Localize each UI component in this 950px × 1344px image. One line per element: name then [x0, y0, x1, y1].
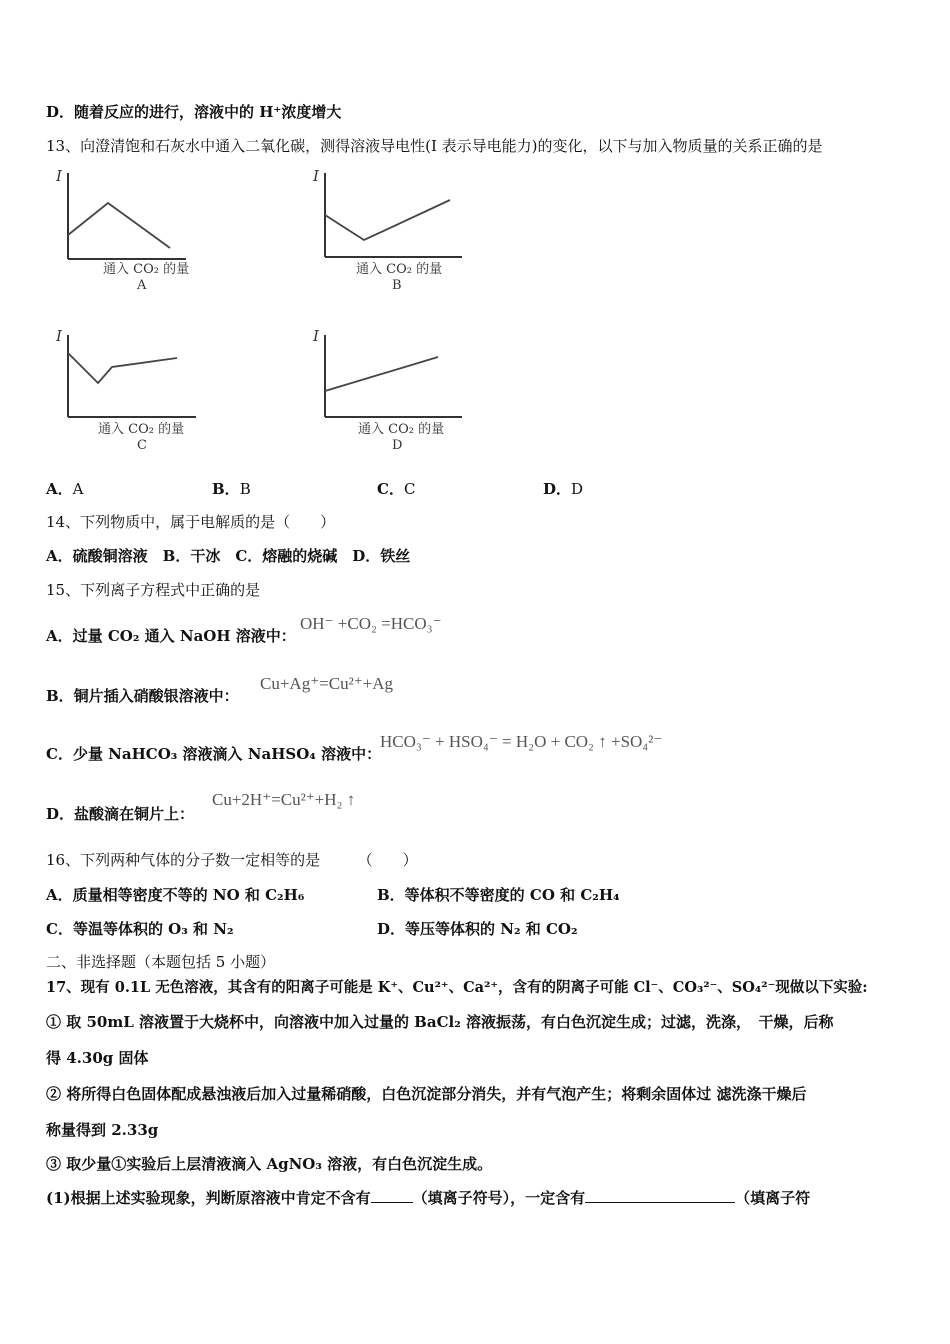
graph-d-x-label: 通入 CO₂ 的量 — [358, 422, 445, 437]
q16-stem: 16、下列两种气体的分子数一定相等的是 （ ） — [46, 851, 418, 869]
graph-c-y-label: I — [56, 327, 62, 345]
q14-stem: 14、下列物质中，属于电解质的是（ ） — [46, 513, 336, 531]
graph-b-curve — [325, 200, 450, 240]
q15-option-c: C．少量 NaHCO₃ 溶液滴入 NaHSO₄ 溶液中： — [46, 745, 382, 763]
q17-sub1-part3: （填离子符 — [735, 1189, 811, 1207]
q17-step1-line1: ① 取 50mL 溶液置于大烧杯中，向溶液中加入过量的 BaCl₂ 溶液振荡，有白色沉淀生成；过滤，洗涤， 干燥，后称 — [46, 1013, 834, 1031]
q13-option-c: C．C — [377, 480, 416, 498]
graph-a-curve — [68, 203, 170, 248]
q13-option-d: D．D — [543, 480, 584, 498]
q17-step1-line2: 得 4.30g 固体 — [46, 1049, 149, 1067]
q16-option-b: B．等体积不等密度的 CO 和 C₂H₄ — [377, 886, 620, 904]
graph-d-y-label: I — [313, 327, 319, 345]
q13-option-b: B．B — [212, 480, 251, 498]
q15-stem: 15、下列离子方程式中正确的是 — [46, 581, 261, 599]
graph-b-y-label: I — [313, 167, 319, 185]
section2-heading: 二、非选择题（本题包括 5 小题） — [46, 953, 276, 971]
q15-option-d: D．盐酸滴在铜片上： — [46, 805, 195, 823]
graph-a — [55, 167, 189, 293]
graph-a-y-label: I — [56, 167, 62, 185]
q16-option-d: D．等压等体积的 N₂ 和 CO₂ — [377, 920, 578, 938]
q17-step3: ③ 取少量①实验后上层清液滴入 AgNO₃ 溶液，有白色沉淀生成。 — [46, 1155, 493, 1173]
q17-step2-line2: 称量得到 2.33g — [46, 1121, 159, 1139]
answer-blank-2[interactable] — [585, 1188, 735, 1203]
q16-option-a: A．质量相等密度不等的 NO 和 C₂H₆ — [46, 886, 305, 904]
q12-option-d-text: 随着反应的进行，溶液中的 H⁺浓度增大 — [74, 103, 342, 121]
graph-c-caption: C — [137, 438, 147, 453]
q12-option-d — [46, 102, 341, 122]
answer-blank-1[interactable] — [371, 1188, 413, 1203]
q15-formula-c: HCO₃⁻ + HSO₄⁻ = H₂O + CO₂ ↑ +SO₄²⁻ — [380, 732, 663, 751]
graph-d-curve — [325, 357, 438, 391]
q17-step2-line1: ② 将所得白色固体配成悬浊液后加入过量稀硝酸，白色沉淀部分消失，并有气泡产生；将剩余固体过 滤洗涤干燥后 — [46, 1085, 807, 1103]
graph-a-x-label: 通入 CO₂ 的量 — [103, 262, 190, 277]
q17-sub1-part2: （填离子符号），一定含有 — [412, 1189, 586, 1207]
graph-c — [55, 327, 196, 453]
graph-d-caption: D — [392, 438, 403, 453]
q15-formula-d: Cu+2H⁺=Cu²⁺+H₂ ↑ — [212, 790, 356, 809]
q15-formula-b: Cu+Ag⁺=Cu²⁺+Ag — [260, 674, 394, 693]
q17-stem: 17、现有 0.1L 无色溶液，其含有的阳离子可能是 K⁺、Cu²⁺、Ca²⁺，含有的阴离子可能 Cl⁻、CO₃²⁻、SO₄²⁻现做以下实验: — [46, 979, 868, 996]
q17-sub1 — [46, 1188, 810, 1208]
q17-sub1-part1: (1)根据上述实验现象，判断原溶液中肯定不含有 — [46, 1189, 371, 1207]
q16-option-c: C．等温等体积的 O₃ 和 N₂ — [46, 920, 234, 938]
q15-option-b: B．铜片插入硝酸银溶液中： — [46, 687, 239, 705]
q13-graphs — [0, 165, 950, 465]
q13-stem: 13、向澄清饱和石灰水中通入二氧化碳，测得溶液导电性(I 表示导电能力)的变化，以下与加入物质量的关系正确的是 — [46, 137, 823, 155]
graph-d — [312, 327, 462, 453]
q12-option-d-label: D． — [46, 103, 75, 121]
graph-c-curve — [68, 353, 177, 383]
graph-c-x-label: 通入 CO₂ 的量 — [98, 422, 185, 437]
graph-a-caption: A — [137, 278, 147, 293]
q15-formula-a: OH⁻ +CO₂ =HCO₃⁻ — [300, 614, 442, 633]
graph-b-x-label: 通入 CO₂ 的量 — [356, 262, 443, 277]
graph-b — [312, 167, 462, 293]
q15-option-a: A．过量 CO₂ 通入 NaOH 溶液中： — [46, 627, 296, 645]
q14-options: A．硫酸铜溶液 B．干冰 C．熔融的烧碱 D．铁丝 — [46, 547, 411, 565]
q13-option-a: A．A — [46, 480, 84, 498]
graph-b-caption: B — [392, 278, 402, 293]
